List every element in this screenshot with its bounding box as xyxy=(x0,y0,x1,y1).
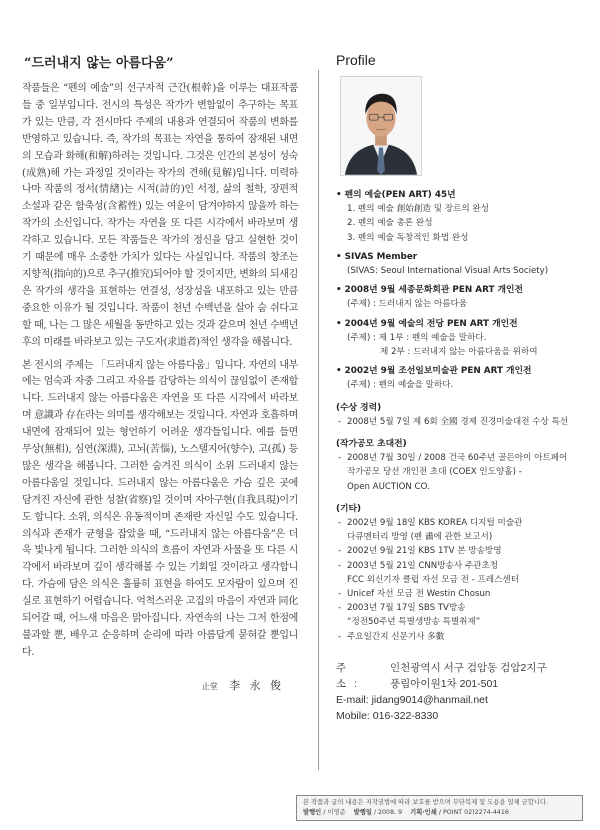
exhibition-2008-heading: • 2008년 9월 세종문화회관 PEN ART 개인전 xyxy=(336,285,524,296)
etc-item: - 주요일간지 신문기사 多數 xyxy=(338,631,445,642)
pen-art-item: 3. 펜의 예술 독창적인 화법 완성 xyxy=(347,232,469,243)
exhibition-2002-heading: • 2002년 9월 조선일보미술관 PEN ART 개인전 xyxy=(336,366,532,377)
awards-heading: (수상 경력) xyxy=(336,402,382,413)
essay-paragraph-1: 작품들은 “펜의 예술”의 선구자적 근간(根幹)을 이루는 대표작품들 중 일부입니다. 전시의 특성은 작가가 변함없이 추구하는 목표가 있는 만큼, 각 전시마다 주제의 내용과 연결되어 작품의 변화를 반영하고 있습니다. 즉, 작가의 목표는 자연을 통하여 잠재된 내면의 모습과 화해(和解)하려는 것입니다. 그것은 인간의 본성이 성숙(成熟)해 가는 과정일 것이라는 작가의 견해(見解)입니다. 미력하나마 작품의 정서(情緖)는 시적(詩的)인 서정, 삶의 철학, 장편적 소설과 같은 함축성(含蓄性) 있는 여운이 담겨야하지 않을까 하는 작가의 소신입니다. 작가는 자연을 또 다른 시각에서 바라보며 생각하고 있습니다. 모든 작품들은 작가의 정신을 담고 실현한 것이기 때문에 매우 소중한 가치가 있다는 사실입니다. 작품의 창조는 지향적(指向的)으로 추구(推究)되어야 할 것이지만, 변화의 되새김은 작가의 생각을 표현하는 연결성, 성장성을 내포하고 있는 만큼 중요한 이유가 될 것입니다. 작품이 천년 수백년을 살아 숨 쉬다고 할 때, 나는 그 많은 세월을 동반하고 있는 것과 같으며 천년 수백년 후의 미래를 바라보고 있는 구도자(求道者)적인 생각을 해봅니다. xyxy=(22,83,299,348)
pen-art-item: 1. 펜의 예술 創始創造 및 장르의 완성 xyxy=(347,204,489,215)
mobile: Mobile: 016-322-8330 xyxy=(336,709,439,722)
etc-item: - 2003년 5월 21일 CNN방송사 주관초청 FCC 외신기자 클럽 자선 모금 전 - 프레스센터 xyxy=(338,560,519,585)
etc-item: - 2003년 7월 17일 SBS TV방송 “정전50주년 특별생방송 특별취재” xyxy=(338,603,481,628)
etc-item: - 2002년 9월 21일 KBS 1TV 본 방송방영 xyxy=(338,546,502,557)
exhibition-2004-theme-2: 제 2부 : 드러내지 않는 아름다움을 위하여 xyxy=(380,347,538,358)
address xyxy=(336,660,582,692)
exhibition-2008-theme: (주제) : 드러내지 않는 아름다움 xyxy=(347,299,468,310)
sivas-heading: • SIVAS Member xyxy=(336,251,418,262)
award-item: - 2008년 5월 7일 제 6회 全國 경제 진경미술대전 수상 특선 xyxy=(338,416,569,427)
signature-name: 李 永 俊 xyxy=(229,678,284,692)
address-line-1: 인천광역시 서구 검암동 검암2지구 xyxy=(390,661,547,674)
copyright-footer xyxy=(296,795,583,821)
publication-info: 발행인 / 이영준 발행일 / 2008. 9 기획·인쇄 / POINT 02)2274-4416 xyxy=(303,809,509,816)
profile-title: Profile xyxy=(336,52,376,68)
etc-item: - Unicef 자선 모금 전 Westin Chosun xyxy=(338,589,491,600)
essay-signature xyxy=(22,674,298,693)
address-line-2: 풍림아이원1차 201-501 xyxy=(390,677,499,690)
address-label: 주 소: xyxy=(336,661,366,690)
contact-info xyxy=(336,660,582,724)
profile-details xyxy=(336,188,582,644)
etc-heading: (기타) xyxy=(336,503,362,514)
artist-portrait xyxy=(340,76,422,176)
profile-column xyxy=(336,52,582,724)
essay-column xyxy=(22,52,298,693)
essay-title: “드러내지 않는 아름다움” xyxy=(24,56,174,71)
portrait-image xyxy=(341,77,421,175)
exhibition-2004-heading: • 2004년 9월 예술의 전당 PEN ART 개인전 xyxy=(336,318,518,329)
invited-heading: (작가공모 초대전) xyxy=(336,439,407,450)
sivas-description: (SIVAS: Seoul International Visual Arts Society) xyxy=(347,266,549,277)
pen-art-item: 2. 펜의 예술 총론 완성 xyxy=(347,218,433,229)
exhibition-2004-theme-1: (주제) : 제 1부 : 펜의 예술을 말하다. xyxy=(347,332,487,343)
column-divider xyxy=(318,70,319,770)
email: E-mail: jidang9014@hanmail.net xyxy=(336,693,488,706)
essay-paragraph-2: 본 전시의 주제는 「드러내지 않는 아름다움」입니다. 자연의 내부에는 엄숙과 자중 그리고 자유를 감당하는 의식이 끊임없이 존재합니다. 드러내지 않는 아름다움은 자연을 또 다른 시각에서 바라보며 意識과 存在라는 의미를 생각해보는 것입니다. 자연과 호흡하며 내면에 잠재되어 있는 형언하기 어려운 생각들입니다. 예를 들면 무상(無相), 심연(深淵), 고뇌(苦惱), 노스탤지어(향수), 고(孤) 등 많은 생각을 해봅니다. 그러한 숨겨진 의식이 소위 드러내지 않는 아름다움일 것입니다. 드러내지 않는 아름다움은 가슴 깊은 곳에 담겨진 자신에 관한 성찰(省察)일 것이며 자아구현(自我具現)이기도 합니다. 소위, 의식은 유동적이며 존재란 자신일 수도 있습니다. 의식과 존재가 균형을 잡았을 때, “드러내지 않는 아름다움”은 더욱 빛나게 됩니다. 그러한 의식의 흐름이 자연과 사물을 또 다른 시각에서 바라보며 깊이 생각해볼 수 있는 기회일 것이라고 생각합니다. 가슴에 담은 의식은 훌륭히 표현을 하여도 모자람이 있으며 진실로 표현하기 어렵습니다. 억척스러운 고집의 마음이 자연과 同化되어갈 때, 어느새 마음은 맑아집니다. 자연속의 나는 그저 한점에 불과할 뿐, 배우고 순응하며 순리에 따라 아름답게 묻혀갈 뿐입니다. xyxy=(22,359,298,658)
signature-pen-name: 止堂 xyxy=(201,681,218,691)
etc-item: - 2002년 9월 18일 KBS KOREA 디지털 미술관 다큐멘터리 방영 (펜 畵에 관한 보고서) xyxy=(338,518,523,543)
invited-item: - 2008년 7월 30일 / 2008 건국 60주년 골든아이 아트페어 작가공모 당선 개인전 초대 (COEX 인도양홀) - Open AUCTION CO. xyxy=(338,453,568,492)
exhibition-2002-theme: (주제) : 펜의 예술을 말하다. xyxy=(347,380,454,391)
pen-art-heading: • 펜의 예술(PEN ART) 45년 xyxy=(336,190,456,200)
copyright-notice: 본 작품과 글의 내용은 저작권법에 따라 보호를 받으며 무단복제 및 도용을 일체 금합니다. xyxy=(303,799,549,806)
